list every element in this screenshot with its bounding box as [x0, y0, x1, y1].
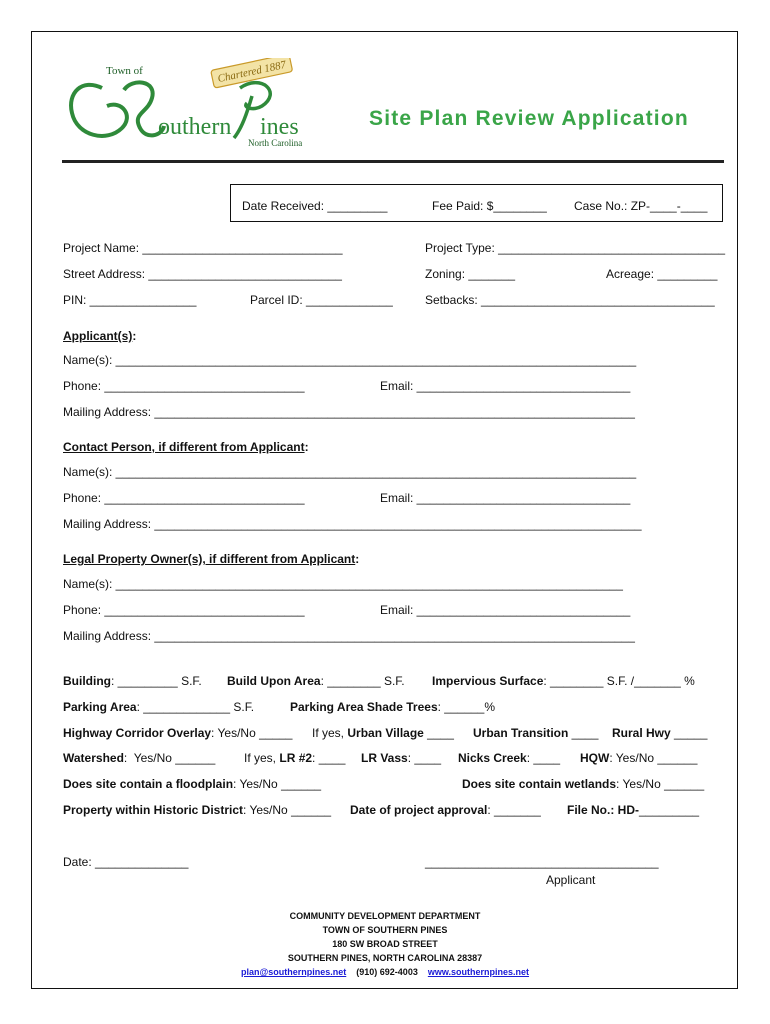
- contact-heading-colon: :: [304, 440, 309, 454]
- contact-mailing-field[interactable]: Mailing Address: _________________________________________________________________________: [63, 517, 642, 531]
- file-no-field[interactable]: [567, 803, 699, 817]
- applicant-signature-label: Applicant: [546, 873, 596, 887]
- floodplain-blank: : Yes/No ______: [233, 777, 322, 791]
- applicant-phone-field[interactable]: Phone: ______________________________: [63, 379, 305, 393]
- footer-email-link[interactable]: plan@southernpines.net: [240, 967, 347, 977]
- rural-hwy-label: Rural Hwy: [612, 726, 671, 740]
- town-logo: [62, 58, 312, 150]
- applicant-mailing-field[interactable]: Mailing Address: ________________________________________________________________________: [63, 405, 635, 419]
- applicant-email-field[interactable]: Email: ________________________________: [380, 379, 631, 393]
- owner-heading-colon: :: [355, 552, 360, 566]
- footer-contact-line: [0, 965, 770, 979]
- owner-mailing-field[interactable]: Mailing Address: ________________________________________________________________________: [63, 629, 635, 643]
- hqw-label: HQW: [580, 751, 610, 765]
- lr-vass-blank: : ____: [407, 751, 442, 765]
- urban-village-blank: ____: [423, 726, 454, 740]
- approval-date-field[interactable]: [350, 803, 541, 817]
- contact-heading-text: Contact Person, if different from Applicant: [63, 440, 305, 454]
- contact-email-field[interactable]: Email: ________________________________: [380, 491, 631, 505]
- build-upon-field[interactable]: [227, 674, 405, 688]
- footer-phone: (910) 692-4003: [356, 967, 418, 977]
- parking-area-label: Parking Area: [63, 700, 137, 714]
- shade-trees-blank: : ______%: [437, 700, 496, 714]
- lr2-field[interactable]: [244, 751, 345, 765]
- street-address-field[interactable]: Street Address: _____________________________: [63, 267, 342, 281]
- watershed-field[interactable]: [63, 751, 215, 765]
- date-received-field[interactable]: Date Received: _________: [242, 199, 388, 213]
- shade-trees-field[interactable]: [290, 700, 495, 714]
- date-signature-field[interactable]: Date: ______________: [63, 855, 189, 869]
- footer-street: 180 SW BROAD STREET: [332, 939, 438, 949]
- wetlands-blank: : Yes/No ______: [616, 777, 705, 791]
- rural-hwy-field[interactable]: [612, 726, 707, 740]
- highway-overlay-blank: : Yes/No _____: [211, 726, 293, 740]
- nicks-creek-field[interactable]: [458, 751, 560, 765]
- applicant-heading: [63, 329, 136, 343]
- hqw-field[interactable]: [580, 751, 697, 765]
- historic-district-field[interactable]: [63, 803, 331, 817]
- logo-town-of: Town of: [106, 65, 143, 77]
- contact-heading: [63, 440, 309, 454]
- building-blank: : _________ S.F.: [111, 674, 202, 688]
- impervious-label: Impervious Surface: [432, 674, 544, 688]
- shade-trees-label: Parking Area Shade Trees: [290, 700, 438, 714]
- fee-paid-field[interactable]: Fee Paid: $________: [432, 199, 547, 213]
- project-name-field[interactable]: Project Name: ______________________________: [63, 241, 343, 255]
- lr-vass-label: LR Vass: [361, 751, 408, 765]
- urban-transition-blank: ____: [568, 726, 599, 740]
- urban-transition-label: Urban Transition: [473, 726, 569, 740]
- hqw-blank: : Yes/No ______: [609, 751, 698, 765]
- contact-names-field[interactable]: Name(s): ______________________________________________________________________________: [63, 465, 637, 479]
- owner-phone-field[interactable]: Phone: ______________________________: [63, 603, 305, 617]
- wetlands-label: Does site contain wetlands: [462, 777, 617, 791]
- applicant-signature-line[interactable]: ___________________________________: [425, 855, 659, 869]
- parcel-id-field[interactable]: Parcel ID: _____________: [250, 293, 393, 307]
- setbacks-field[interactable]: Setbacks: ___________________________________: [425, 293, 715, 307]
- applicant-heading-colon: :: [132, 329, 137, 343]
- applicant-heading-text: Applicant(s): [63, 329, 133, 343]
- impervious-blank: : ________ S.F. /_______ %: [543, 674, 695, 688]
- watershed-blank: : Yes/No ______: [123, 751, 216, 765]
- footer-city: SOUTHERN PINES, NORTH CAROLINA 28387: [287, 953, 483, 963]
- floodplain-field[interactable]: [63, 777, 321, 791]
- header-rule: [62, 160, 724, 163]
- lr2-label: LR #2: [279, 751, 313, 765]
- acreage-field[interactable]: Acreage: _________: [606, 267, 718, 281]
- applicant-names-field[interactable]: Name(s): ______________________________________________________________________________: [63, 353, 637, 367]
- if-yes-label: If yes,: [312, 726, 345, 740]
- parking-area-blank: : _____________ S.F.: [136, 700, 255, 714]
- building-field[interactable]: [63, 674, 202, 688]
- build-upon-label: Build Upon Area: [227, 674, 321, 688]
- contact-phone-field[interactable]: Phone: ______________________________: [63, 491, 305, 505]
- highway-overlay-field[interactable]: [63, 726, 292, 740]
- rural-hwy-blank: _____: [670, 726, 708, 740]
- building-label: Building: [63, 674, 111, 688]
- logo-banner: Chartered 1887: [216, 58, 288, 86]
- project-type-field[interactable]: Project Type: __________________________________: [425, 241, 726, 255]
- historic-district-blank: : Yes/No ______: [243, 803, 332, 817]
- floodplain-label: Does site contain a floodplain: [63, 777, 234, 791]
- impervious-field[interactable]: [432, 674, 695, 688]
- highway-overlay-label: Highway Corridor Overlay: [63, 726, 212, 740]
- logo-state: North Carolina: [248, 138, 303, 148]
- wetlands-field[interactable]: [462, 777, 704, 791]
- logo-name-part2: ines: [260, 114, 299, 140]
- owner-heading-text: Legal Property Owner(s), if different from Applicant: [63, 552, 356, 566]
- urban-village-field[interactable]: [312, 726, 454, 740]
- logo-graphic: [62, 58, 312, 150]
- urban-transition-field[interactable]: [473, 726, 598, 740]
- pin-field[interactable]: PIN: ________________: [63, 293, 197, 307]
- watershed-label: Watershed: [63, 751, 124, 765]
- approval-date-label: Date of project approval: [350, 803, 488, 817]
- zoning-field[interactable]: Zoning: _______: [425, 267, 516, 281]
- if-yes-label-2: If yes,: [244, 751, 277, 765]
- build-upon-blank: : ________ S.F.: [320, 674, 405, 688]
- owner-names-field[interactable]: Name(s): ____________________________________________________________________________: [63, 577, 623, 591]
- page-border: [31, 31, 738, 989]
- lr2-blank: : ____: [312, 751, 346, 765]
- parking-area-field[interactable]: [63, 700, 254, 714]
- footer-dept: COMMUNITY DEVELOPMENT DEPARTMENT: [289, 911, 481, 921]
- footer-town: TOWN OF SOUTHERN PINES: [322, 925, 448, 935]
- nicks-creek-blank: : ____: [526, 751, 561, 765]
- footer-web-link[interactable]: www.southernpines.net: [427, 967, 530, 977]
- historic-district-label: Property within Historic District: [63, 803, 244, 817]
- nicks-creek-label: Nicks Creek: [458, 751, 527, 765]
- case-no-field[interactable]: Case No.: ZP-____-____: [574, 199, 708, 213]
- file-no-blank: _________: [639, 803, 700, 817]
- owner-email-field[interactable]: Email: ________________________________: [380, 603, 631, 617]
- owner-heading: [63, 552, 359, 566]
- urban-village-label: Urban Village: [347, 726, 424, 740]
- lr-vass-field[interactable]: [361, 751, 441, 765]
- page-title: Site Plan Review Application: [369, 107, 689, 130]
- file-no-label: File No.: HD-: [567, 803, 639, 817]
- approval-date-blank: : _______: [487, 803, 541, 817]
- logo-name-part1: outhern: [158, 114, 232, 140]
